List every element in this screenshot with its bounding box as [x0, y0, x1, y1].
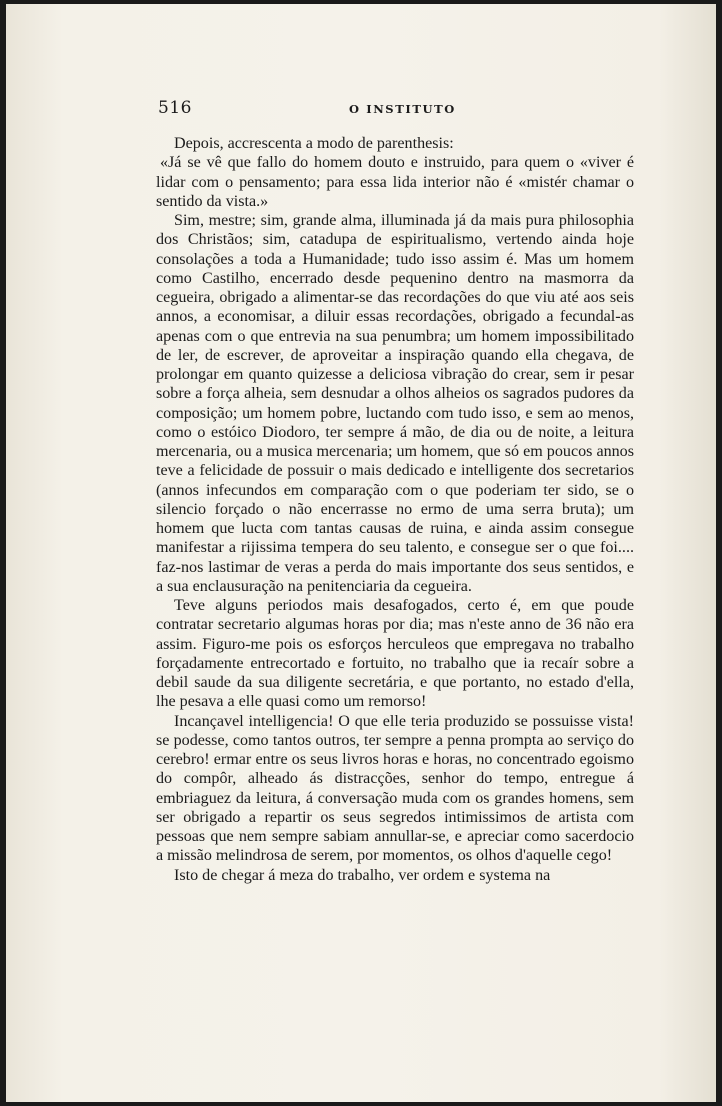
paragraph: Isto de chegar á meza do trabalho, ver ordem e systema na — [174, 866, 551, 884]
scanned-page — [6, 4, 716, 1102]
paragraph: Depois, accrescenta a modo de parenthesis: — [174, 135, 454, 152]
running-title: O INSTITUTO — [349, 102, 456, 116]
page-content — [156, 98, 634, 885]
paragraph: Sim, mestre; sim, grande alma, illuminada já da mais pura philosophia dos Christãos; sim, catadupa de espiritualismo, vertendo ainda hoje consolações a toda a Humanidade; tudo isso assim é. Mas um homem como Castilho, encerrado desde pequenino dentro na masmorra da cegueira, obrigado a alimentar-se das recordações do que viu até aos seis annos, a economisar, a diluir essas recordações, obrigado a fecundal-as apenas com o que entrevia na sua penumbra; um homem impossibilitado de ler, de escrever, de aproveitar a inspiração quando ella chegava, de prolongar em quanto quizesse a deliciosa vibração do crear, sem ir pesar sobre a força alheia, sem desnudar a olhos alheios os sagrados pudores da composição; um homem pobre, luctando com tudo isso, e sem ao menos, como o estóico Diodoro, ter sempre á mão, de dia ou de noite, a leitura mercenaria, ou a musica mercenaria; um homem, que só em poucos annos teve a felicidade de possuir o mais dedicado e intelligente dos secretarios (annos infecundos em comparação com o que poderiam ter sido, se o silencio forçado o não encerrasse no ermo de uma serra bruta); um homem que lucta com tantas causas de ruina, e ainda assim consegue manifestar a rijissima tempera do seu talento, e consegue ser o que foi.... faz-nos lastimar de veras a perda do mais importante dos seus sentidos, e a sua enclausuração na penitenciaria da cegueira. — [156, 212, 634, 595]
quotation-paragraph: «Já se vê que fallo do homem douto e instruido, para quem o «viver é lidar com o pensamento; para essa lida interior não é «mistér chamar o sentido da vista.» — [156, 154, 634, 210]
page-number: 516 — [158, 98, 192, 118]
body-text — [156, 134, 634, 885]
paragraph: Incançavel intelligencia! O que elle teria produzido se possuisse vista! se podesse, como tantos outros, ter sempre a penna prompta ao serviço do cerebro! ermar entre os seus livros horas e horas, no concentrado egoismo do compôr, alheado ás distracções, senhor do tempo, entregue á embriaguez da leitura, á conversação muda com os grandes homens, sem ser obrigado a repartir os seus segredos intimissimos de artista com pessoas que nem sempre sabiam annullar-se, e apreciar como sacerdocio a missão melindrosa de serem, por momentos, os olhos d'aquelle cego! — [156, 712, 634, 865]
running-head — [156, 98, 634, 124]
paragraph: Teve alguns periodos mais desafogados, certo é, em que poude contratar secretario algumas horas por dia; mas n'este anno de 36 não era assim. Figuro-me pois os esforços herculeos que empregava no trabalho forçadamente entrecortado e fortuito, no trabalho que ia recaír sobre a debil saude da sua diligente secretária, e que portanto, no estado d'ella, lhe pesava a elle quasi como um remorso! — [156, 597, 634, 711]
